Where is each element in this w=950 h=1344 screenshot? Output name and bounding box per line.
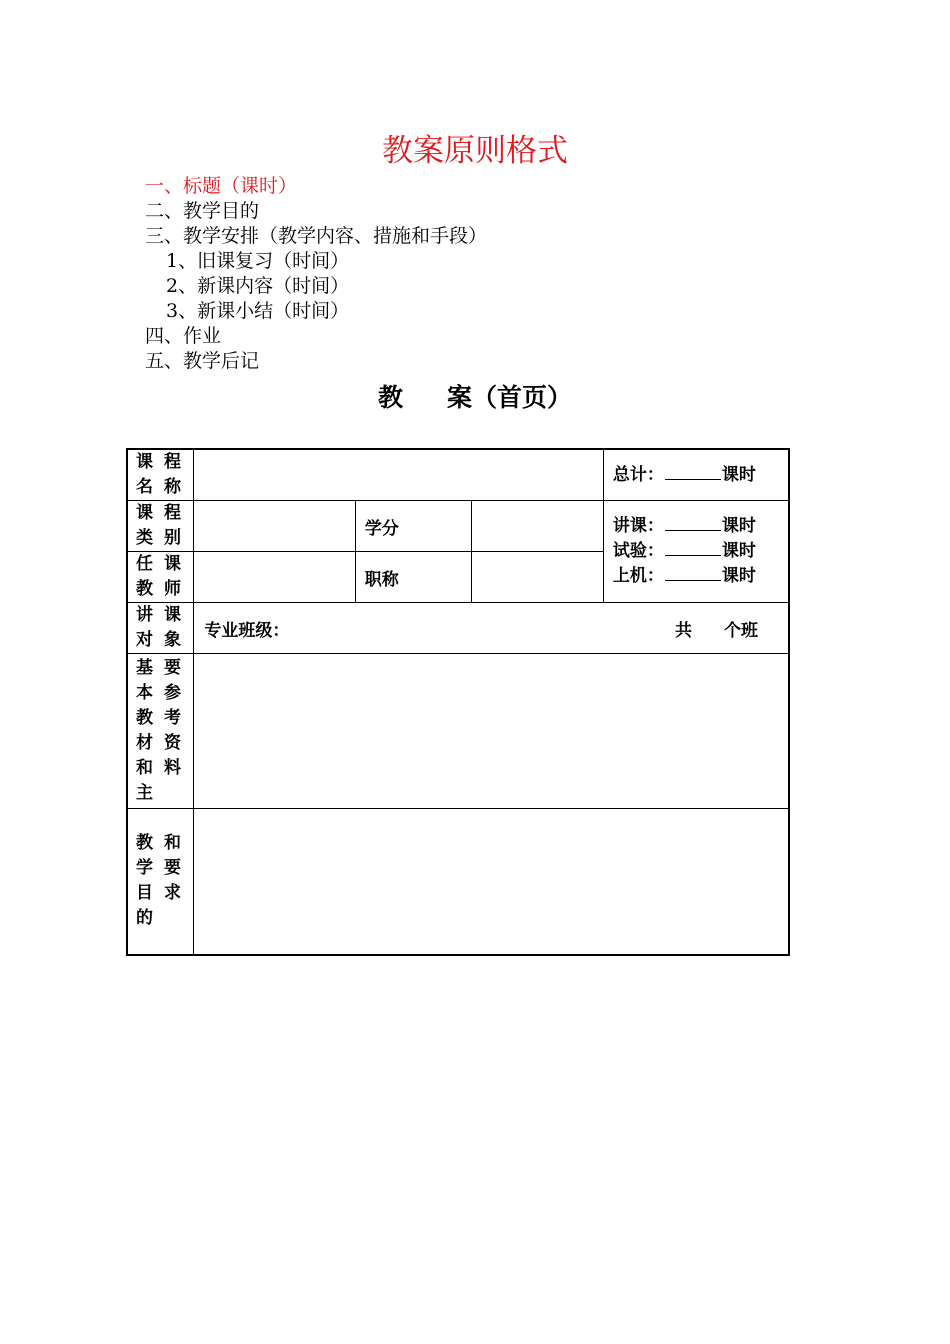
credit-label: 学分 bbox=[355, 501, 472, 552]
page-heading-part: 案（首页） bbox=[447, 383, 573, 412]
total-hours-cell: 总计： 课时 bbox=[603, 449, 789, 501]
materials-field[interactable] bbox=[194, 654, 789, 809]
computer-hours-blank[interactable] bbox=[665, 564, 721, 581]
materials-label: 基 要 本 参 教 考 材 资 和 料 主 bbox=[127, 654, 194, 809]
outline-item: 二、教学目的 bbox=[145, 200, 260, 222]
goals-label: 教 和 学 要 目 求 的 bbox=[127, 809, 194, 955]
course-type-label: 课 程 类 别 bbox=[127, 501, 194, 552]
table-row bbox=[127, 501, 789, 552]
outline-item: 四、作业 bbox=[145, 325, 222, 347]
total-hours-blank[interactable] bbox=[665, 463, 721, 480]
course-type-field[interactable] bbox=[194, 501, 355, 552]
outline-list bbox=[145, 174, 487, 374]
lesson-plan-table bbox=[126, 448, 790, 956]
outline-item: 三、教学安排（教学内容、措施和手段） bbox=[145, 225, 488, 247]
table-row bbox=[127, 809, 789, 955]
teacher-label: 任 课 教 师 bbox=[127, 552, 194, 603]
lab-hours-blank[interactable] bbox=[665, 539, 721, 556]
page-heading-part: 教 bbox=[377, 383, 403, 412]
audience-label: 讲 课 对 象 bbox=[127, 603, 194, 654]
table-row bbox=[127, 449, 789, 501]
outline-item: 五、教学后记 bbox=[145, 350, 260, 372]
outline-subitem: 3、新课小结（时间） bbox=[166, 300, 350, 322]
lecture-hours-blank[interactable] bbox=[665, 514, 721, 531]
title-field[interactable] bbox=[472, 552, 604, 603]
outline-subitem: 2、新课内容（时间） bbox=[166, 275, 350, 297]
page-heading bbox=[0, 380, 950, 416]
audience-field[interactable] bbox=[194, 603, 789, 654]
table-row bbox=[127, 603, 789, 654]
table-row bbox=[127, 654, 789, 809]
goals-field[interactable] bbox=[194, 809, 789, 955]
outline-item: 一、标题（课时） bbox=[145, 175, 298, 197]
class-count: 共 个班 bbox=[675, 620, 758, 641]
title-label: 职称 bbox=[355, 552, 472, 603]
document-title: 教案原则格式 bbox=[382, 133, 568, 169]
credit-field[interactable] bbox=[472, 501, 604, 552]
hours-breakdown-cell: 讲课： 课时 试验： 课时 上机： 课时 bbox=[603, 501, 789, 603]
teacher-field[interactable] bbox=[194, 552, 355, 603]
outline-subitem: 1、旧课复习（时间） bbox=[166, 250, 350, 272]
course-name-field[interactable] bbox=[194, 449, 604, 501]
major-class-label: 专业班级： bbox=[204, 620, 290, 641]
course-name-label: 课 程 名 称 bbox=[127, 449, 194, 501]
